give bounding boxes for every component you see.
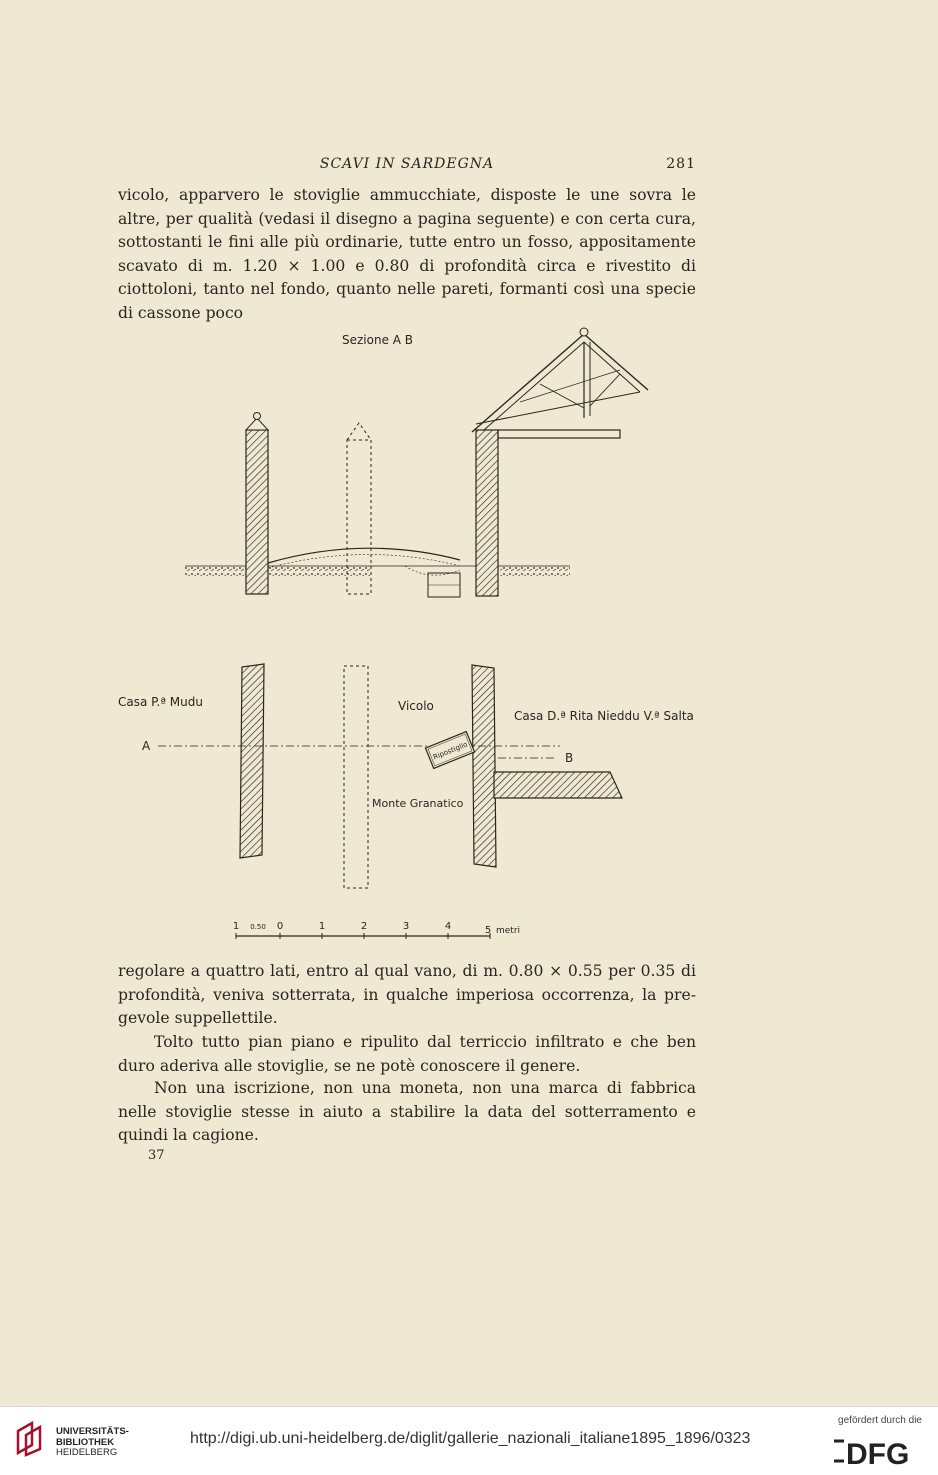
dfg-logo (834, 1433, 924, 1469)
library-name (56, 1427, 129, 1459)
section-elevation (185, 328, 648, 597)
scale-tick: 0.50 (250, 923, 266, 931)
scale-tick: 0 (276, 921, 284, 932)
label-monte-granatico: Monte Granatico (372, 797, 464, 810)
library-line-1: UNIVERSITÄTS- (56, 1426, 129, 1437)
plan-view (158, 664, 622, 888)
label-a: A (142, 739, 151, 753)
paragraph-1: vicolo, apparvero le stoviglie ammucchiate, disposte le une sovra le altre, per qualità (vedasi il disegno a pagina seguente) e con certa cura, sottostanti le fini alle più ordinarie, tutte entro un fosso, appositamente scavato di m. 1.20 × 1.00 e 0.80 di profondità circa e rivestito di ciottoloni, tanto nel fondo, quanto nelle pareti, formanti così una specie di cassone poco (118, 186, 696, 322)
paragraph-3: Tolto tutto pian piano e ripulito dal terriccio infiltrato e che ben duro aderiva alle stoviglie, se ne potè conoscere il genere. (118, 1033, 696, 1075)
running-title: SCAVI IN SARDEGNA (319, 156, 495, 172)
dfg-text: DFG (846, 1438, 910, 1469)
funding-note: gefördert durch die (838, 1415, 922, 1426)
scale-tick: 4 (444, 921, 452, 932)
signature-mark: 37 (148, 1148, 165, 1163)
scale-unit: metri (496, 926, 521, 936)
label-vicolo: Vicolo (398, 699, 434, 713)
scale-tick: 5 (484, 925, 492, 936)
paragraph-2: regolare a quattro lati, entro al qual vano, di m. 0.80 × 0.55 per 0.35 di profondità, veniva sotterrata, in qualche imperiosa occorrenza, la pre-gevole suppellettile. (118, 962, 696, 1028)
ripostiglio-label: Ripostiglio (431, 740, 469, 762)
page-number: 281 (666, 156, 696, 172)
scale-tick: 2 (360, 921, 368, 932)
label-casa-right: Casa D.ª Rita Nieddu V.ª Salta (514, 709, 694, 723)
library-line-2: BIBLIOTHEK (56, 1436, 115, 1448)
library-logo-icon (10, 1419, 50, 1459)
scale-tick: 3 (402, 921, 410, 932)
footer-bar (0, 1406, 938, 1475)
label-b: B (565, 751, 574, 765)
label-casa-left: Casa P.ª Mudu (118, 695, 203, 709)
section-title: Sezione A B (342, 333, 414, 347)
permalink-url[interactable]: http://digi.ub.uni-heidelberg.de/diglit/gallerie_nazionali_italiane1895_1896/0323 (190, 1430, 751, 1447)
running-head (118, 156, 696, 176)
section-plan-figure (100, 320, 740, 950)
library-line-3: HEIDELBERG (56, 1447, 118, 1458)
scale-tick: 1 (232, 921, 240, 932)
scale-bar (233, 921, 520, 939)
paragraph-4: Non una iscrizione, non una moneta, non una marca di fabbrica nelle stoviglie stesse in aiuto a stabilire la data del sotterramento e quindi la cagione. (118, 1079, 696, 1145)
scale-tick: 1 (318, 921, 326, 932)
